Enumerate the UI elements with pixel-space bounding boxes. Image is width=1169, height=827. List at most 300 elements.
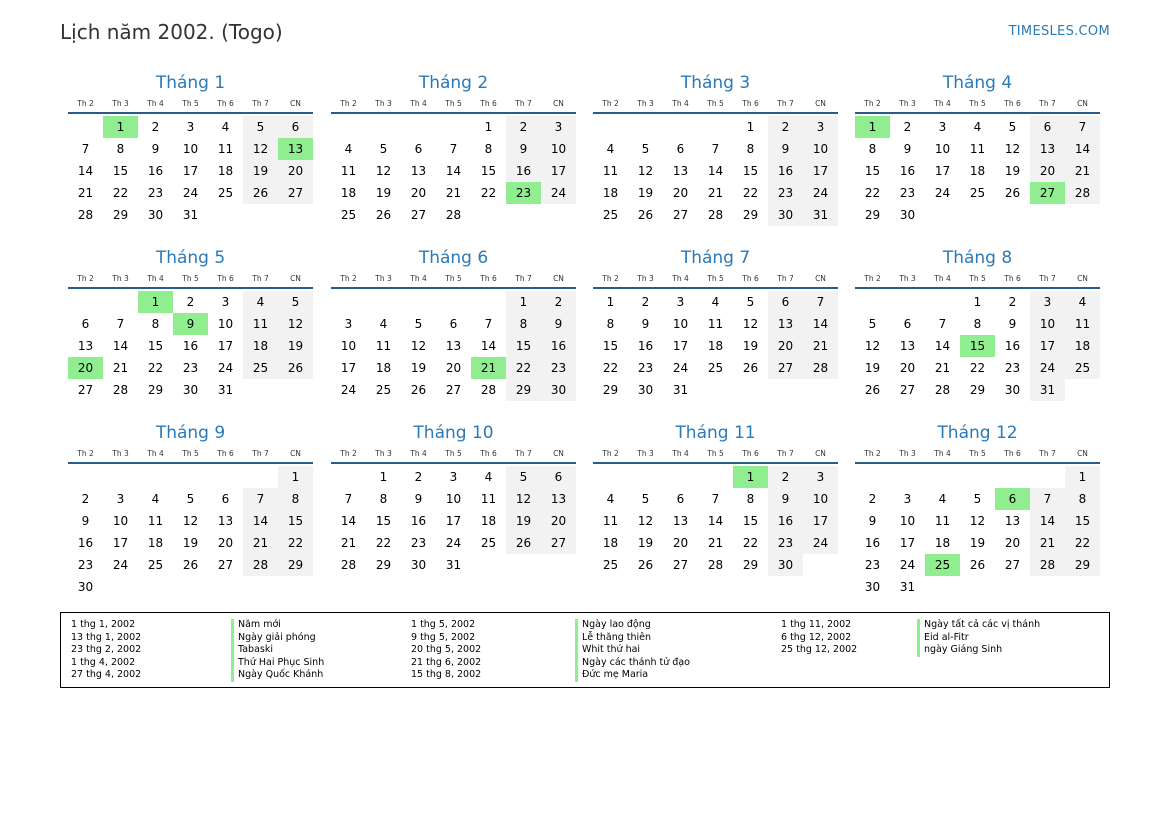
weekday-header: Th 6	[217, 273, 234, 283]
holiday-legend	[60, 612, 1110, 688]
day-cell: 29	[742, 558, 759, 572]
holiday-day-cell: 15	[960, 335, 995, 357]
day-cell: 12	[410, 339, 427, 353]
day-cell: 25	[969, 186, 986, 200]
empty-cell	[890, 466, 925, 488]
day-cell: 30	[147, 208, 164, 222]
empty-cell	[103, 466, 138, 488]
day-cell: 24	[672, 361, 689, 375]
day-cell: 29	[112, 208, 129, 222]
weekday-header: Th 3	[375, 448, 392, 458]
weekday-header-row	[68, 271, 313, 285]
day-cell: 20	[1004, 536, 1021, 550]
weekday-header: Th 6	[217, 448, 234, 458]
header-divider	[593, 112, 838, 114]
weekday-header: Th 5	[182, 98, 199, 108]
header-divider	[593, 462, 838, 464]
day-cell: 4	[221, 120, 230, 134]
legend-date: 9 thg 5, 2002	[411, 631, 476, 643]
legend-date-column	[411, 619, 481, 682]
day-cell: 20	[768, 335, 803, 357]
day-cell: 2	[1008, 295, 1017, 309]
month-calendar	[855, 72, 1100, 226]
empty-cell	[1030, 466, 1065, 488]
legend-date: 1 thg 1, 2002	[71, 619, 136, 630]
day-cell: 4	[606, 142, 615, 156]
day-cell: 5	[641, 142, 650, 156]
day-cell: 7	[344, 492, 353, 506]
day-cell: 11	[707, 317, 724, 331]
day-cell: 28	[445, 208, 462, 222]
day-cell: 9	[903, 142, 912, 156]
weekday-header: Th 2	[602, 273, 619, 283]
day-cell: 13	[77, 339, 94, 353]
day-cell: 23	[864, 558, 881, 572]
day-cell: 11	[934, 514, 951, 528]
day-cell: 22	[742, 186, 759, 200]
day-cell: 16	[864, 536, 881, 550]
day-cell: 17	[803, 160, 838, 182]
day-cell: 4	[151, 492, 160, 506]
day-cell: 22	[742, 536, 759, 550]
day-cell: 16	[147, 164, 164, 178]
day-cell: 8	[606, 317, 615, 331]
weekday-header: Th 4	[147, 98, 164, 108]
day-cell: 10	[112, 514, 129, 528]
weekday-header: Th 7	[515, 98, 532, 108]
weekday-header: Th 3	[637, 273, 654, 283]
holiday-day-cell: 25	[925, 554, 960, 576]
day-cell: 1	[746, 120, 755, 134]
day-cell: 12	[637, 514, 654, 528]
day-cell: 13	[768, 313, 803, 335]
day-cell: 18	[375, 361, 392, 375]
day-cell: 17	[899, 536, 916, 550]
day-cell: 28	[707, 208, 724, 222]
day-cell: 1	[484, 120, 493, 134]
weekday-header: Th 3	[637, 98, 654, 108]
day-cell: 11	[243, 313, 278, 335]
day-cell: 9	[1008, 317, 1017, 331]
day-cell: 13	[541, 488, 576, 510]
month-title: Tháng 1	[155, 73, 226, 93]
day-cell: 4	[938, 492, 947, 506]
month-calendar	[68, 247, 313, 401]
day-cell: 4	[606, 492, 615, 506]
day-grid	[593, 291, 838, 401]
month-title: Tháng 11	[675, 423, 756, 443]
day-cell: 11	[1065, 313, 1100, 335]
weekday-header: Th 3	[899, 448, 916, 458]
day-cell: 15	[1065, 510, 1100, 532]
day-cell: 28	[707, 558, 724, 572]
weekday-header: Th 6	[742, 448, 759, 458]
legend-holiday-name: Lễ thăng thiên	[575, 632, 690, 645]
day-cell: 28	[934, 383, 951, 397]
day-cell: 23	[541, 357, 576, 379]
empty-cell	[401, 116, 436, 138]
day-cell: 11	[147, 514, 164, 528]
day-cell: 26	[969, 558, 986, 572]
empty-cell	[173, 466, 208, 488]
empty-cell	[68, 291, 103, 313]
legend-holiday-name: Ngày lao động	[575, 619, 690, 632]
day-cell: 1	[278, 466, 313, 488]
day-cell: 14	[243, 510, 278, 532]
day-cell: 18	[243, 335, 278, 357]
day-cell: 15	[742, 514, 759, 528]
day-cell: 6	[221, 492, 230, 506]
weekday-header: Th 3	[899, 273, 916, 283]
day-cell: 19	[1004, 164, 1021, 178]
weekday-header: CN	[553, 448, 564, 458]
day-cell: 10	[541, 138, 576, 160]
day-cell: 7	[803, 291, 838, 313]
legend-date: 13 thg 1, 2002	[71, 631, 142, 643]
empty-cell	[436, 291, 471, 313]
day-cell: 7	[116, 317, 125, 331]
day-grid	[855, 466, 1100, 598]
day-cell: 29	[278, 554, 313, 576]
day-cell: 26	[637, 208, 654, 222]
empty-cell	[331, 466, 366, 488]
day-grid	[855, 291, 1100, 401]
day-cell: 17	[934, 164, 951, 178]
day-cell: 3	[676, 295, 685, 309]
month-title: Tháng 6	[418, 248, 489, 268]
legend-name-column	[231, 619, 324, 682]
day-cell: 30	[410, 558, 427, 572]
day-cell: 16	[637, 339, 654, 353]
legend-date: 6 thg 12, 2002	[781, 631, 852, 643]
empty-cell	[366, 116, 401, 138]
weekday-header: Th 4	[147, 448, 164, 458]
weekday-header: CN	[815, 98, 826, 108]
day-cell: 21	[340, 536, 357, 550]
day-cell: 15	[602, 339, 619, 353]
header-divider	[855, 462, 1100, 464]
day-cell: 15	[742, 164, 759, 178]
weekday-header: Th 5	[707, 448, 724, 458]
empty-cell	[925, 466, 960, 488]
weekday-header: Th 6	[1004, 448, 1021, 458]
page-title: Lịch năm 2002. (Togo)	[60, 20, 283, 44]
day-cell: 21	[707, 536, 724, 550]
day-cell: 5	[414, 317, 423, 331]
day-cell: 27	[672, 558, 689, 572]
day-cell: 25	[375, 383, 392, 397]
weekday-header: Th 6	[480, 98, 497, 108]
legend-date-column	[71, 619, 141, 682]
weekday-header: Th 7	[1039, 98, 1056, 108]
day-cell: 13	[445, 339, 462, 353]
day-cell: 17	[340, 361, 357, 375]
day-cell: 12	[864, 339, 881, 353]
weekday-header: CN	[553, 273, 564, 283]
day-cell: 25	[217, 186, 234, 200]
day-cell: 8	[484, 142, 493, 156]
day-cell: 6	[768, 291, 803, 313]
day-cell: 3	[449, 470, 458, 484]
day-cell: 4	[484, 470, 493, 484]
day-cell: 15	[506, 335, 541, 357]
day-cell: 21	[1030, 532, 1065, 554]
day-cell: 13	[1004, 514, 1021, 528]
day-cell: 29	[506, 379, 541, 401]
day-cell: 28	[803, 357, 838, 379]
day-cell: 9	[541, 313, 576, 335]
day-cell: 16	[899, 164, 916, 178]
day-cell: 12	[637, 164, 654, 178]
day-cell: 8	[746, 142, 755, 156]
day-cell: 3	[116, 492, 125, 506]
day-cell: 28	[480, 383, 497, 397]
weekday-header: Th 5	[182, 273, 199, 283]
weekday-header: Th 3	[899, 98, 916, 108]
day-cell: 17	[541, 160, 576, 182]
day-cell: 14	[707, 514, 724, 528]
weekday-header: Th 4	[672, 98, 689, 108]
day-cell: 26	[637, 558, 654, 572]
empty-cell	[68, 116, 103, 138]
weekday-header: Th 5	[445, 273, 462, 283]
day-cell: 20	[672, 186, 689, 200]
day-cell: 27	[1004, 558, 1021, 572]
holiday-day-cell: 6	[995, 488, 1030, 510]
day-cell: 24	[1030, 357, 1065, 379]
day-cell: 9	[81, 514, 90, 528]
month-title: Tháng 7	[680, 248, 751, 268]
day-cell: 7	[81, 142, 90, 156]
weekday-header-row	[593, 271, 838, 285]
day-cell: 12	[278, 313, 313, 335]
legend-name-column	[917, 619, 1040, 657]
day-cell: 12	[243, 138, 278, 160]
legend-date: 20 thg 5, 2002	[411, 644, 482, 656]
day-cell: 6	[1030, 116, 1065, 138]
brand-link[interactable]: TIMESLES.COM	[1008, 24, 1110, 39]
month-calendar	[331, 247, 576, 401]
holiday-day-cell: 13	[278, 138, 313, 160]
empty-cell	[698, 466, 733, 488]
day-cell: 20	[217, 536, 234, 550]
day-cell: 27	[768, 357, 803, 379]
day-cell: 11	[340, 164, 357, 178]
weekday-header: CN	[290, 273, 301, 283]
weekday-header: CN	[290, 448, 301, 458]
day-cell: 11	[602, 514, 619, 528]
day-cell: 13	[899, 339, 916, 353]
day-cell: 13	[410, 164, 427, 178]
day-cell: 29	[602, 383, 619, 397]
month-title: Tháng 5	[155, 248, 226, 268]
weekday-header: Th 3	[375, 273, 392, 283]
weekday-header: CN	[1077, 98, 1088, 108]
legend-date: 23 thg 2, 2002	[71, 644, 142, 656]
day-cell: 25	[480, 536, 497, 550]
month-calendar	[68, 422, 313, 598]
day-cell: 29	[864, 208, 881, 222]
weekday-header: Th 3	[112, 273, 129, 283]
weekday-header: CN	[1077, 448, 1088, 458]
day-grid	[68, 291, 313, 401]
legend-date: 21 thg 6, 2002	[411, 656, 482, 668]
month-calendar	[331, 72, 576, 226]
day-cell: 17	[182, 164, 199, 178]
day-grid	[331, 291, 576, 401]
day-cell: 1	[506, 291, 541, 313]
day-cell: 24	[182, 186, 199, 200]
weekday-header: Th 7	[777, 98, 794, 108]
day-cell: 20	[445, 361, 462, 375]
weekday-header-row	[331, 446, 576, 460]
day-cell: 5	[973, 492, 982, 506]
weekday-header: CN	[290, 98, 301, 108]
day-cell: 18	[707, 339, 724, 353]
day-cell: 6	[541, 466, 576, 488]
day-cell: 27	[899, 383, 916, 397]
day-cell: 21	[112, 361, 129, 375]
empty-cell	[593, 116, 628, 138]
legend-date: 1 thg 4, 2002	[71, 656, 136, 668]
day-grid	[68, 466, 313, 598]
day-cell: 8	[379, 492, 388, 506]
day-cell: 30	[768, 204, 803, 226]
day-cell: 13	[672, 164, 689, 178]
day-cell: 19	[969, 536, 986, 550]
legend-date: 25 thg 12, 2002	[781, 644, 858, 656]
weekday-header: Th 7	[777, 448, 794, 458]
holiday-day-cell: 1	[138, 291, 173, 313]
weekday-header: Th 7	[1039, 448, 1056, 458]
day-cell: 17	[1030, 335, 1065, 357]
header-divider	[68, 462, 313, 464]
empty-cell	[698, 116, 733, 138]
day-cell: 23	[637, 361, 654, 375]
empty-cell	[995, 466, 1030, 488]
day-cell: 26	[1004, 186, 1021, 200]
weekday-header: Th 4	[672, 273, 689, 283]
month-title: Tháng 2	[418, 73, 489, 93]
legend-holiday-name: Tabaski	[231, 644, 324, 657]
day-cell: 19	[410, 361, 427, 375]
empty-cell	[331, 116, 366, 138]
weekday-header: CN	[815, 448, 826, 458]
day-cell: 4	[379, 317, 388, 331]
day-cell: 14	[707, 164, 724, 178]
legend-name-column	[575, 619, 690, 682]
day-cell: 3	[1030, 291, 1065, 313]
weekday-header: Th 2	[340, 98, 357, 108]
day-cell: 17	[672, 339, 689, 353]
legend-holiday-name: Ngày tất cả các vị thánh	[917, 619, 1040, 632]
weekday-header: Th 6	[742, 98, 759, 108]
day-cell: 26	[410, 383, 427, 397]
weekday-header: Th 6	[217, 98, 234, 108]
empty-cell	[593, 466, 628, 488]
header-divider	[68, 287, 313, 289]
day-cell: 29	[375, 558, 392, 572]
day-cell: 18	[602, 186, 619, 200]
day-cell: 30	[768, 554, 803, 576]
weekday-header: Th 5	[182, 448, 199, 458]
day-cell: 24	[541, 182, 576, 204]
legend-holiday-name: Eid al-Fitr	[917, 632, 1040, 645]
weekday-header: Th 4	[410, 273, 427, 283]
header-divider	[331, 462, 576, 464]
empty-cell	[138, 466, 173, 488]
day-cell: 2	[506, 116, 541, 138]
weekday-header: Th 4	[410, 448, 427, 458]
month-calendar	[855, 247, 1100, 401]
empty-cell	[855, 291, 890, 313]
day-cell: 5	[746, 295, 755, 309]
weekday-header-row	[331, 271, 576, 285]
day-cell: 12	[742, 317, 759, 331]
day-cell: 21	[77, 186, 94, 200]
day-cell: 27	[445, 383, 462, 397]
day-cell: 21	[445, 186, 462, 200]
day-cell: 25	[243, 357, 278, 379]
empty-cell	[208, 466, 243, 488]
day-cell: 14	[480, 339, 497, 353]
day-cell: 25	[707, 361, 724, 375]
legend-date: 1 thg 5, 2002	[411, 619, 476, 630]
day-cell: 30	[541, 379, 576, 401]
month-title: Tháng 12	[937, 423, 1018, 443]
weekday-header: Th 4	[410, 98, 427, 108]
weekday-header-row	[593, 446, 838, 460]
legend-date: 1 thg 11, 2002	[781, 619, 852, 630]
day-cell: 23	[899, 186, 916, 200]
day-cell: 23	[410, 536, 427, 550]
weekday-header: Th 7	[252, 448, 269, 458]
day-cell: 25	[147, 558, 164, 572]
day-cell: 23	[768, 182, 803, 204]
day-cell: 4	[243, 291, 278, 313]
day-cell: 22	[602, 361, 619, 375]
weekday-header: Th 2	[602, 448, 619, 458]
month-title: Tháng 4	[942, 73, 1013, 93]
month-calendar	[855, 422, 1100, 598]
day-cell: 5	[868, 317, 877, 331]
day-cell: 9	[768, 488, 803, 510]
day-cell: 4	[1065, 291, 1100, 313]
weekday-header-row	[593, 96, 838, 110]
day-cell: 2	[186, 295, 195, 309]
day-cell: 2	[414, 470, 423, 484]
day-cell: 31	[182, 208, 199, 222]
day-cell: 28	[243, 554, 278, 576]
day-cell: 21	[934, 361, 951, 375]
day-cell: 9	[414, 492, 423, 506]
day-cell: 28	[112, 383, 129, 397]
weekday-header: Th 5	[445, 98, 462, 108]
empty-cell	[925, 291, 960, 313]
weekday-header: Th 7	[1039, 273, 1056, 283]
day-cell: 22	[480, 186, 497, 200]
day-cell: 22	[1065, 532, 1100, 554]
day-cell: 18	[480, 514, 497, 528]
day-cell: 27	[278, 182, 313, 204]
day-grid	[593, 116, 838, 226]
day-cell: 31	[803, 204, 838, 226]
day-cell: 19	[637, 186, 654, 200]
day-cell: 15	[864, 164, 881, 178]
day-cell: 9	[506, 138, 541, 160]
day-cell: 2	[903, 120, 912, 134]
weekday-header: Th 2	[864, 98, 881, 108]
